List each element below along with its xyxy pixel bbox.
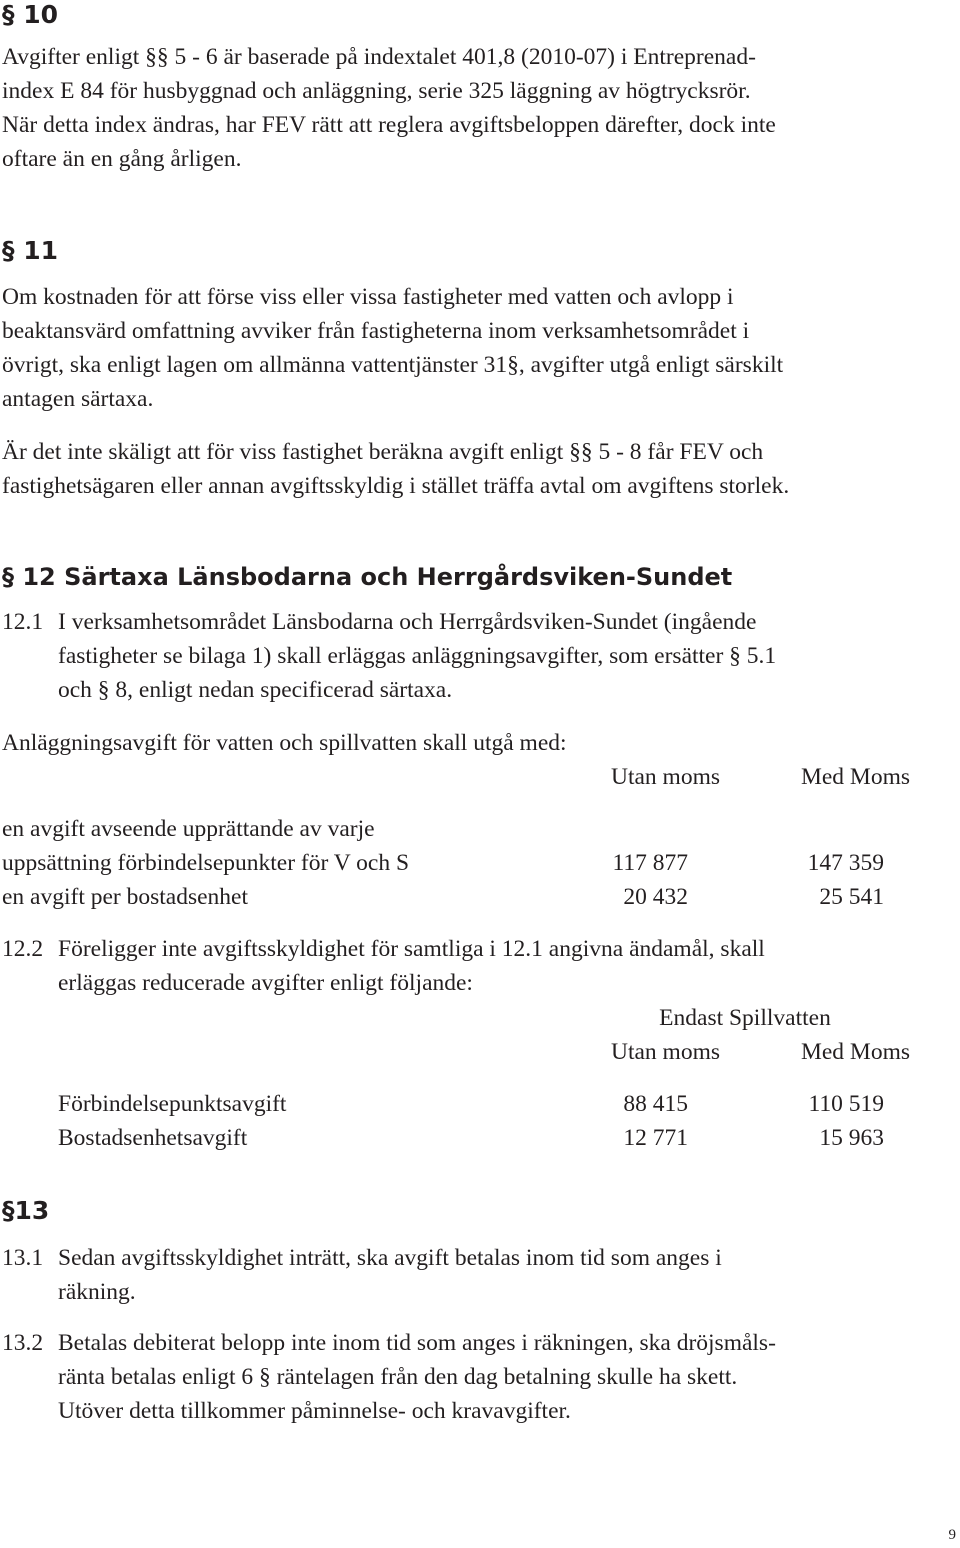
- item-line: Föreligger inte avgiftsskyldighet för samtliga i 12.1 angivna ändamål, skall: [58, 936, 765, 962]
- table1-row1-label-line1: en avgift avseende upprättande av varje: [2, 816, 375, 842]
- table2-row2-incl-vat: 15 963: [819, 1125, 884, 1151]
- paragraph-line: Om kostnaden för att förse viss eller vissa fastigheter med vatten och avlopp i: [2, 284, 734, 310]
- table1-row2-excl-vat: 20 432: [623, 884, 688, 910]
- table2-header-excl-vat: Utan moms: [610, 1039, 720, 1065]
- item-number: 13.2: [2, 1330, 44, 1356]
- fee-intro: Anläggningsavgift för vatten och spillvatten skall utgå med:: [2, 730, 567, 756]
- item-line: ränta betalas enligt 6 § räntelagen från den dag betalning skulle ha skett.: [58, 1364, 738, 1390]
- item-line: fastigheter se bilaga 1) skall erläggas anläggningsavgifter, som ersätter § 5.1: [58, 643, 777, 669]
- table1-header-excl-vat: Utan moms: [610, 764, 720, 790]
- table2-row1-excl-vat: 88 415: [623, 1091, 688, 1117]
- table1-row2-incl-vat: 25 541: [819, 884, 884, 910]
- table1-row2-label: en avgift per bostadsenhet: [2, 884, 249, 910]
- paragraph-line: oftare än en gång årligen.: [2, 146, 242, 172]
- item-line: I verksamhetsområdet Länsbodarna och Herrgårdsviken-Sundet (ingående: [58, 609, 757, 635]
- paragraph-line: antagen särtaxa.: [2, 386, 154, 412]
- item-12-1: [2, 605, 942, 707]
- item-number: 12.2: [2, 936, 44, 962]
- section-11-paragraph-1: [2, 280, 942, 416]
- table1-row1-incl-vat: 147 359: [807, 850, 884, 876]
- item-number: 13.1: [2, 1245, 44, 1271]
- paragraph-line: Är det inte skäligt att för viss fastighet beräkna avgift enligt §§ 5 - 8 får FEV och: [2, 439, 764, 465]
- item-line: Utöver detta tillkommer påminnelse- och kravavgifter.: [58, 1398, 571, 1424]
- item-line: och § 8, enligt nedan specificerad särtaxa.: [58, 677, 453, 703]
- section-13-heading: §13: [2, 1196, 50, 1225]
- table2-row2-label: Bostadsenhetsavgift: [58, 1125, 248, 1151]
- section-11-paragraph-2: [2, 435, 942, 503]
- table1-header-incl-vat: Med Moms: [800, 764, 910, 790]
- paragraph-line: När detta index ändras, har FEV rätt att reglera avgiftsbeloppen därefter, dock inte: [2, 112, 776, 138]
- item-line: räkning.: [58, 1279, 136, 1305]
- page-number: 9: [948, 1527, 956, 1543]
- table2-header-incl-vat: Med Moms: [800, 1039, 910, 1065]
- item-13-2: [2, 1326, 942, 1428]
- table2-row2-excl-vat: 12 771: [623, 1125, 688, 1151]
- item-line: Betalas debiterat belopp inte inom tid som anges i räkningen, ska dröjsmåls-: [58, 1330, 776, 1356]
- table2-group-header: Endast Spillvatten: [659, 1005, 831, 1031]
- paragraph-line: fastighetsägaren eller annan avgiftsskyldig i stället träffa avtal om avgiftens storlek.: [2, 473, 790, 499]
- table2-row1-label: Förbindelsepunktsavgift: [58, 1091, 287, 1117]
- item-line: erläggas reducerade avgifter enligt följande:: [58, 970, 473, 996]
- item-number: 12.1: [2, 609, 44, 635]
- paragraph-line: Avgifter enligt §§ 5 - 6 är baserade på indextalet 401,8 (2010-07) i Entreprenad-: [2, 44, 756, 70]
- item-line: Sedan avgiftsskyldighet inträtt, ska avgift betalas inom tid som anges i: [58, 1245, 722, 1271]
- section-11-heading: § 11: [2, 236, 58, 265]
- paragraph-line: beaktansvärd omfattning avviker från fastigheterna inom verksamhetsområdet i: [2, 318, 750, 344]
- section-12-heading: § 12 Särtaxa Länsbodarna och Herrgårdsviken-Sundet: [2, 563, 733, 591]
- table2-row1-incl-vat: 110 519: [808, 1091, 884, 1117]
- item-13-1: [2, 1241, 942, 1309]
- table1-row1-excl-vat: 117 877: [612, 850, 688, 876]
- paragraph-line: övrigt, ska enligt lagen om allmänna vattentjänster 31§, avgifter utgå enligt särskilt: [2, 352, 784, 378]
- item-12-2: [2, 932, 942, 1000]
- table1-row1-label-line2: uppsättning förbindelsepunkter för V och S: [2, 850, 410, 876]
- paragraph-line: index E 84 för husbyggnad och anläggning, serie 325 läggning av högtrycksrör.: [2, 78, 751, 104]
- section-10-paragraph: [2, 40, 942, 176]
- section-10-heading: § 10: [2, 0, 58, 29]
